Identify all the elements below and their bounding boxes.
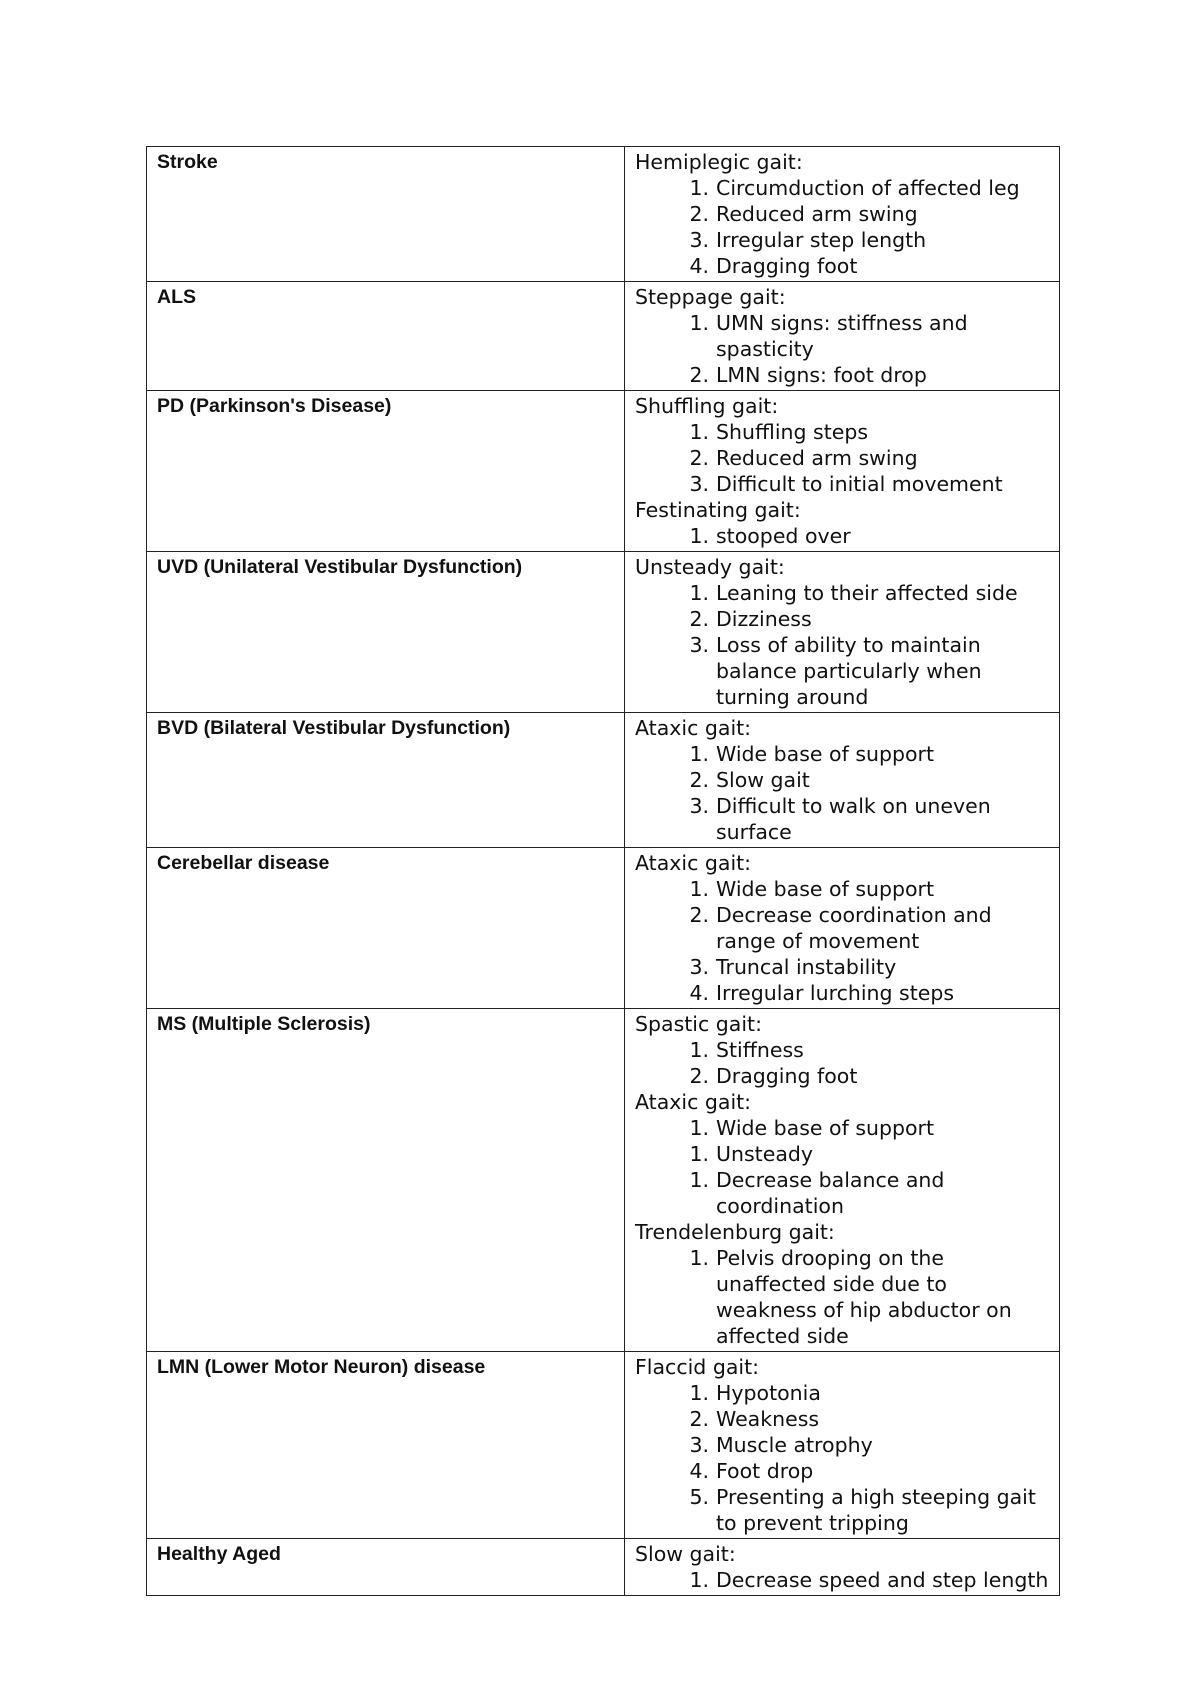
list-item: [635, 1567, 1049, 1593]
list-item-text: Dragging foot: [716, 1064, 858, 1088]
list-item: [635, 741, 1049, 767]
list-item: [635, 793, 1049, 845]
gait-type-label: Unsteady gait:: [635, 555, 785, 579]
table-row: [147, 391, 1060, 552]
list-item-number: 2.: [689, 607, 709, 631]
list-item: [635, 471, 1049, 497]
list-item-number: 4.: [689, 254, 709, 278]
gait-description-cell: [625, 1352, 1060, 1539]
list-item-number: 1.: [689, 1568, 709, 1592]
list-item-text: Slow gait: [716, 768, 810, 792]
condition-cell: [147, 1009, 625, 1352]
list-item-text: Weakness: [716, 1407, 820, 1431]
list-item-text: Wide base of support: [716, 742, 935, 766]
list-item-text: Dragging foot: [716, 254, 858, 278]
list-item-text: Shuffling steps: [716, 420, 869, 444]
condition-name: UVD (Unilateral Vestibular Dysfunction): [157, 556, 523, 578]
list-item-text: Presenting a high steeping gait to prevent tripping: [716, 1485, 1036, 1535]
list-item-text: Irregular lurching steps: [716, 981, 955, 1005]
list-item-text: Difficult to walk on uneven surface: [716, 794, 991, 844]
table-body: [147, 147, 1060, 1596]
gait-type-label: Ataxic gait:: [635, 716, 752, 740]
gait-description-cell: [625, 1539, 1060, 1596]
list-item: [635, 980, 1049, 1006]
list-item: [635, 1115, 1049, 1141]
table-row: [147, 1009, 1060, 1352]
list-item-number: 2.: [689, 202, 709, 226]
list-item: [635, 1406, 1049, 1432]
list-item: [635, 1380, 1049, 1406]
condition-name: BVD (Bilateral Vestibular Dysfunction): [157, 717, 511, 739]
list-item-number: 3.: [689, 794, 709, 818]
list-item-text: Irregular step length: [716, 228, 927, 252]
list-item-number: 1.: [689, 1142, 709, 1166]
list-item-text: Loss of ability to maintain balance particularly when turning around: [716, 633, 982, 709]
list-item-text: Leaning to their affected side: [716, 581, 1018, 605]
list-item: [635, 1167, 1049, 1219]
list-item-text: UMN signs: stiffness and spasticity: [716, 311, 968, 361]
list-item-text: Decrease speed and step length: [716, 1568, 1049, 1592]
list-item-text: Muscle atrophy: [716, 1433, 873, 1457]
gait-description-cell: [625, 848, 1060, 1009]
list-item: [635, 606, 1049, 632]
gait-type-label: Shuffling gait:: [635, 394, 779, 418]
table-row: [147, 147, 1060, 282]
condition-name: PD (Parkinson's Disease): [157, 395, 392, 417]
list-item-text: Dizziness: [716, 607, 812, 631]
gait-type-label: Flaccid gait:: [635, 1355, 760, 1379]
list-item-number: 1.: [689, 176, 709, 200]
list-item-number: 3.: [689, 633, 709, 657]
list-item: [635, 902, 1049, 954]
list-item-text: Truncal instability: [716, 955, 897, 979]
list-item: [635, 253, 1049, 279]
gait-description-cell: [625, 282, 1060, 391]
list-item-number: 1.: [689, 1381, 709, 1405]
list-item-number: 2.: [689, 768, 709, 792]
condition-cell: [147, 713, 625, 848]
gait-description-cell: [625, 713, 1060, 848]
list-item-text: Stiffness: [716, 1038, 804, 1062]
list-item-number: 1.: [689, 1168, 709, 1192]
table-row: [147, 848, 1060, 1009]
table-row: [147, 713, 1060, 848]
list-item-text: stooped over: [716, 524, 851, 548]
list-item-number: 1.: [689, 1116, 709, 1140]
list-item-number: 1.: [689, 1246, 709, 1270]
list-item: [635, 227, 1049, 253]
list-item-text: Circumduction of affected leg: [716, 176, 1020, 200]
list-item-text: Reduced arm swing: [716, 202, 918, 226]
list-item-number: 1.: [689, 877, 709, 901]
list-item-text: Decrease balance and coordination: [716, 1168, 945, 1218]
gait-type-label: Slow gait:: [635, 1542, 736, 1566]
list-item-number: 2.: [689, 363, 709, 387]
list-item-number: 3.: [689, 955, 709, 979]
list-item: [635, 632, 1049, 710]
gait-description-cell: [625, 147, 1060, 282]
list-item: [635, 362, 1049, 388]
list-item-number: 4.: [689, 1459, 709, 1483]
condition-cell: [147, 848, 625, 1009]
list-item-text: Wide base of support: [716, 877, 935, 901]
list-item: [635, 580, 1049, 606]
list-item: [635, 175, 1049, 201]
gait-type-label: Spastic gait:: [635, 1012, 763, 1036]
condition-name: ALS: [157, 286, 196, 308]
list-item-number: 2.: [689, 1064, 709, 1088]
gait-description-cell: [625, 552, 1060, 713]
list-item: [635, 1432, 1049, 1458]
condition-cell: [147, 1539, 625, 1596]
condition-cell: [147, 147, 625, 282]
list-item-number: 1.: [689, 581, 709, 605]
condition-name: Stroke: [157, 151, 218, 173]
condition-name: Cerebellar disease: [157, 852, 330, 874]
list-item: [635, 1458, 1049, 1484]
gait-type-label: Steppage gait:: [635, 285, 786, 309]
list-item: [635, 445, 1049, 471]
gait-type-label: Ataxic gait:: [635, 851, 752, 875]
gait-table: [146, 146, 1060, 1596]
list-item-text: LMN signs: foot drop: [716, 363, 927, 387]
list-item-number: 5.: [689, 1485, 709, 1509]
list-item: [635, 523, 1049, 549]
condition-name: MS (Multiple Sclerosis): [157, 1013, 371, 1035]
list-item-text: Unsteady: [716, 1142, 814, 1166]
list-item: [635, 767, 1049, 793]
gait-type-label: Festinating gait:: [635, 498, 801, 522]
list-item-text: Difficult to initial movement: [716, 472, 1003, 496]
list-item: [635, 954, 1049, 980]
list-item: [635, 876, 1049, 902]
gait-type-label: Hemiplegic gait:: [635, 150, 803, 174]
list-item-text: Pelvis drooping on the unaffected side due to weakness of hip abductor on affected side: [716, 1246, 1012, 1348]
list-item: [635, 1063, 1049, 1089]
list-item-text: Wide base of support: [716, 1116, 935, 1140]
condition-cell: [147, 1352, 625, 1539]
list-item-number: 3.: [689, 228, 709, 252]
list-item-number: 3.: [689, 472, 709, 496]
list-item: [635, 310, 1049, 362]
list-item-number: 1.: [689, 1038, 709, 1062]
list-item-number: 1.: [689, 420, 709, 444]
list-item: [635, 1037, 1049, 1063]
list-item-number: 2.: [689, 1407, 709, 1431]
list-item-number: 1.: [689, 742, 709, 766]
table-row: [147, 1352, 1060, 1539]
list-item-number: 4.: [689, 981, 709, 1005]
list-item: [635, 1484, 1049, 1536]
list-item-text: Reduced arm swing: [716, 446, 918, 470]
gait-description-cell: [625, 391, 1060, 552]
condition-name: LMN (Lower Motor Neuron) disease: [157, 1356, 486, 1378]
list-item: [635, 1245, 1049, 1349]
gait-type-label: Ataxic gait:: [635, 1090, 752, 1114]
list-item: [635, 201, 1049, 227]
table-row: [147, 282, 1060, 391]
table-row: [147, 1539, 1060, 1596]
condition-cell: [147, 282, 625, 391]
gait-type-label: Trendelenburg gait:: [635, 1220, 835, 1244]
list-item: [635, 419, 1049, 445]
list-item-number: 1.: [689, 524, 709, 548]
list-item: [635, 1141, 1049, 1167]
list-item-number: 2.: [689, 446, 709, 470]
condition-cell: [147, 552, 625, 713]
gait-description-cell: [625, 1009, 1060, 1352]
list-item-number: 1.: [689, 311, 709, 335]
condition-cell: [147, 391, 625, 552]
list-item-text: Foot drop: [716, 1459, 814, 1483]
list-item-text: Hypotonia: [716, 1381, 821, 1405]
list-item-number: 3.: [689, 1433, 709, 1457]
condition-name: Healthy Aged: [157, 1543, 281, 1565]
table-row: [147, 552, 1060, 713]
list-item-text: Decrease coordination and range of movement: [716, 903, 992, 953]
list-item-number: 2.: [689, 903, 709, 927]
